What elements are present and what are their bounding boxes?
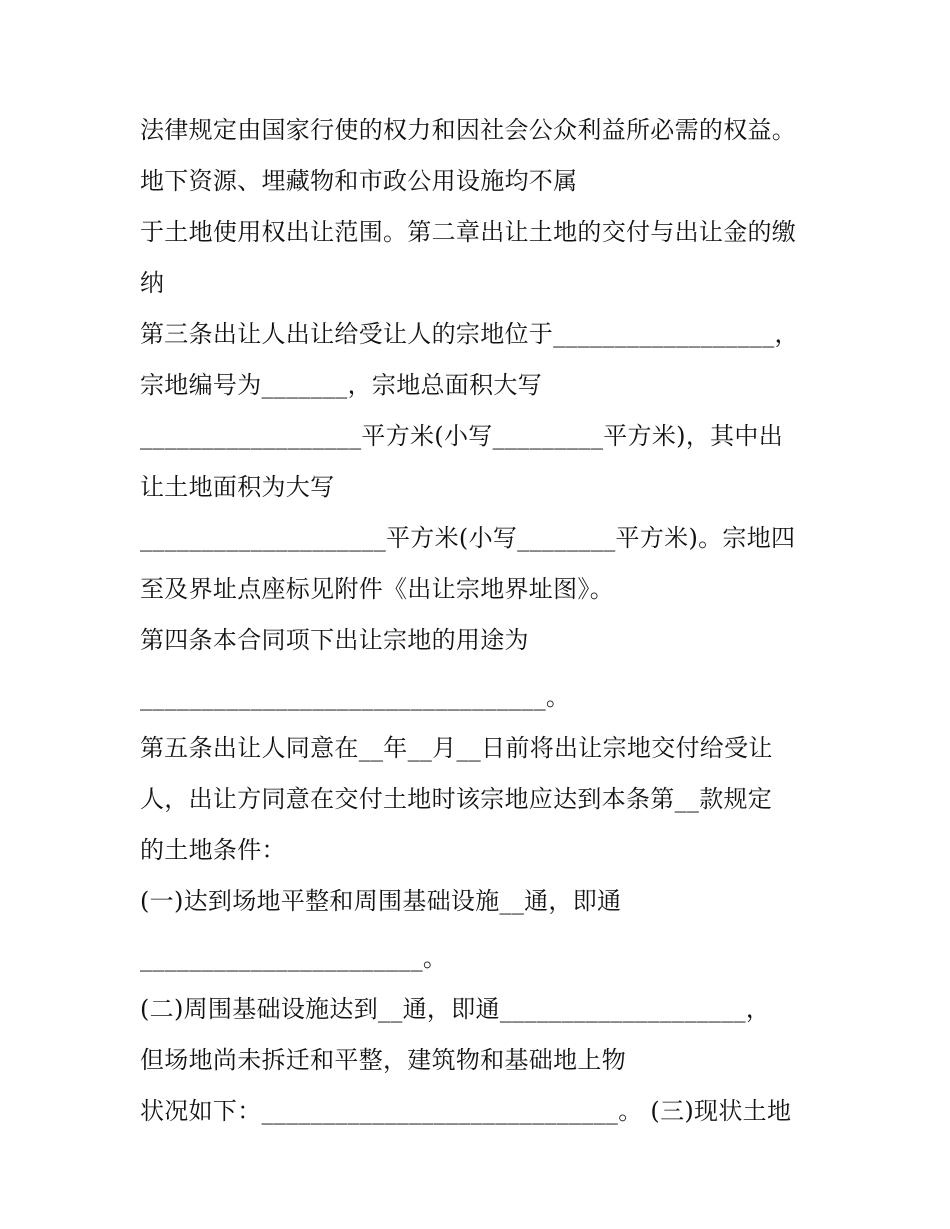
- text-line: 法律规定由国家行使的权力和因社会公众利益所必需的权益。: [140, 116, 797, 144]
- text-line: 至及界址点座标见附件《出让宗地界址图》。: [140, 575, 614, 603]
- text-line: _________________________________。: [140, 683, 571, 711]
- text-line: 纳: [140, 269, 165, 297]
- text-line: __________________平方米(小写_________平方米)，其中出: [140, 422, 784, 450]
- text-line: ____________________平方米(小写________平方米)。宗地四: [140, 524, 796, 552]
- document-body: [140, 108, 830, 1140]
- text-line: 宗地编号为_______，宗地总面积大写: [140, 371, 542, 399]
- text-line: 但场地尚未拆迁和平整，建筑物和基础地上物: [140, 1046, 626, 1074]
- text-line: 让土地面积为大写: [140, 473, 335, 501]
- clause-1-line: (一)达到场地平整和周围基础设施__通，即通: [140, 887, 622, 915]
- text-line: 人，出让方同意在交付土地时该宗地应达到本条第__款规定: [140, 785, 773, 813]
- clause-2-line: (二)周围基础设施达到__通，即通____________________，: [140, 995, 771, 1023]
- text-line: _______________________。: [140, 944, 448, 972]
- article-4-line: 第四条本合同项下出让宗地的用途为: [140, 626, 529, 654]
- text-line: 的土地条件：: [140, 836, 286, 864]
- text-line: 状况如下：_____________________________。 (三)现状土地: [140, 1097, 792, 1125]
- text-line: 于土地使用权出让范围。第二章出让土地的交付与出让金的缴: [140, 218, 797, 246]
- article-5-line: 第五条出让人同意在__年__月__日前将出让宗地交付给受让: [140, 734, 773, 762]
- article-3-line: 第三条出让人出让给受让人的宗地位于__________________，: [140, 320, 799, 348]
- text-line: 地下资源、埋藏物和市政公用设施均不属: [140, 167, 578, 195]
